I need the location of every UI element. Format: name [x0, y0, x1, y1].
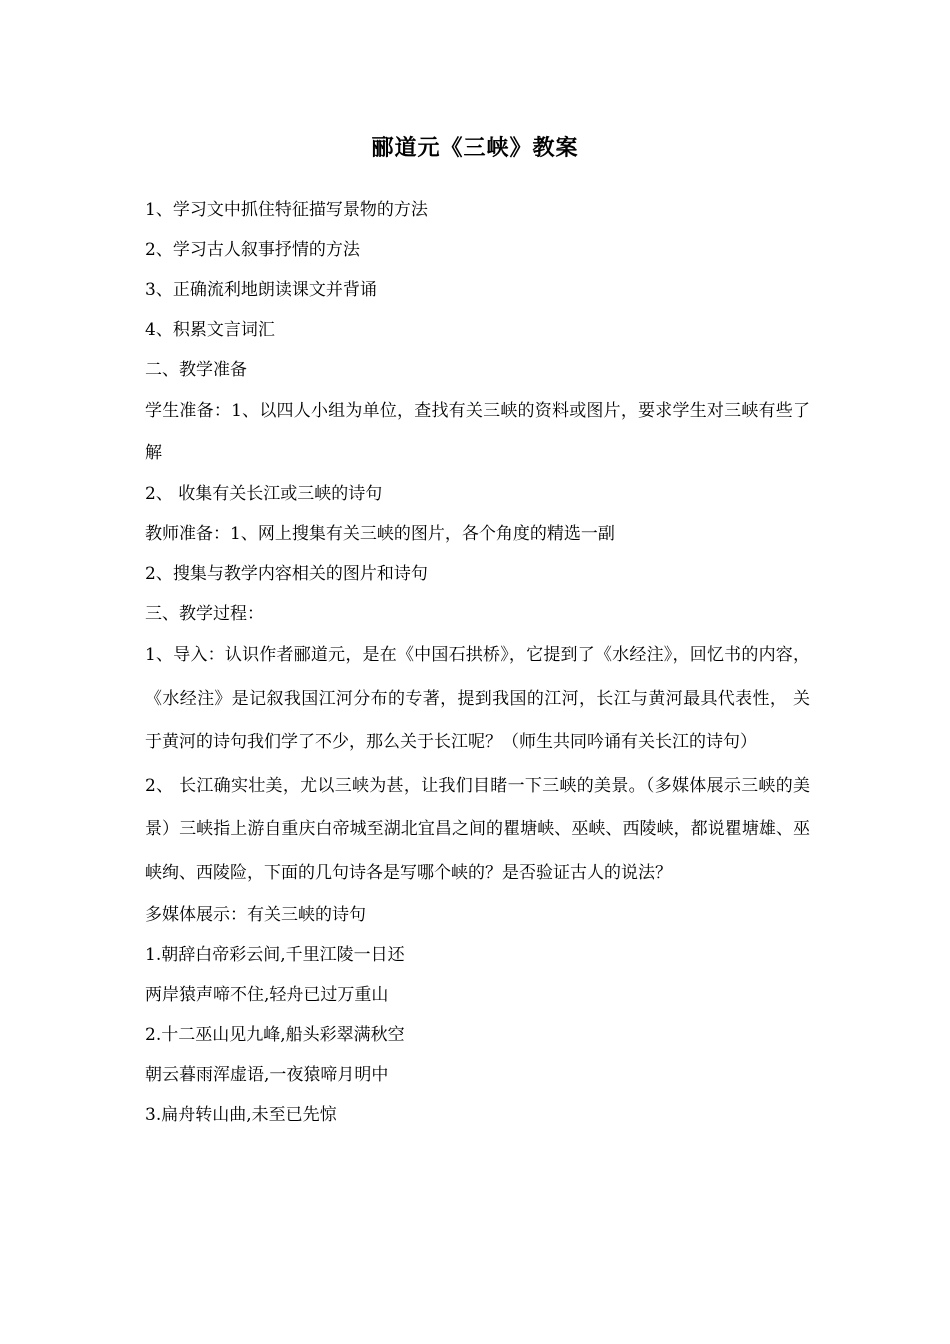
objective-3: 3、正确流利地朗读课文并背诵 — [145, 280, 377, 300]
objective-1: 1、学习文中抓住特征描写景物的方法 — [145, 200, 428, 220]
document-title: 郦道元《三峡》教案 — [371, 135, 579, 161]
objective-2: 2、学习古人叙事抒情的方法 — [145, 240, 360, 260]
process-introduction: 1、导入：认识作者郦道元，是在《中国石拱桥》，它提到了《水经注》，回忆书的内容，《水经注》是记叙我国江河分布的专著，提到我国的江河，长江与黄河最具代表性， 关于黄河的诗句我们学了不少，那么关于长江呢？（师生共同吟诵有关长江的诗句） — [145, 645, 810, 752]
poem-1-line-1: 1.朝辞白帝彩云间,千里江陵一日还 — [145, 945, 405, 965]
teacher-preparation-1: 教师准备：1、网上搜集有关三峡的图片，各个角度的精选一副 — [145, 524, 615, 544]
section-heading-preparation: 二、教学准备 — [145, 360, 247, 380]
poems-heading: 多媒体展示：有关三峡的诗句 — [145, 905, 366, 925]
student-preparation: 学生准备：1、以四人小组为单位，查找有关三峡的资料或图片，要求学生对三峡有些了解 — [145, 401, 810, 463]
teacher-preparation-2: 2、搜集与教学内容相关的图片和诗句 — [145, 564, 428, 584]
document-body — [145, 190, 810, 1135]
process-step-2: 2、 长江确实壮美，尤以三峡为甚，让我们目睹一下三峡的美景。（多媒体展示三峡的美景）三峡指上游自重庆白帝城至湖北宜昌之间的瞿塘峡、巫峡、西陵峡，都说瞿塘雄、巫峡绚、西陵险，下面的几句诗各是写哪个峡的？是否验证古人的说法？ — [145, 775, 810, 883]
objective-4: 4、积累文言词汇 — [145, 320, 275, 340]
poem-3-line-1: 3.扁舟转山曲,未至已先惊 — [145, 1105, 337, 1125]
poem-2-line-1: 2.十二巫山见九峰,船头彩翠满秋空 — [145, 1025, 405, 1045]
poem-1-line-2: 两岸猿声啼不住,轻舟已过万重山 — [145, 985, 389, 1005]
section-heading-process: 三、教学过程： — [145, 604, 264, 624]
student-preparation-2: 2、 收集有关长江或三峡的诗句 — [145, 484, 383, 504]
poem-2-line-2: 朝云暮雨浑虚语,一夜猿啼月明中 — [145, 1065, 389, 1085]
